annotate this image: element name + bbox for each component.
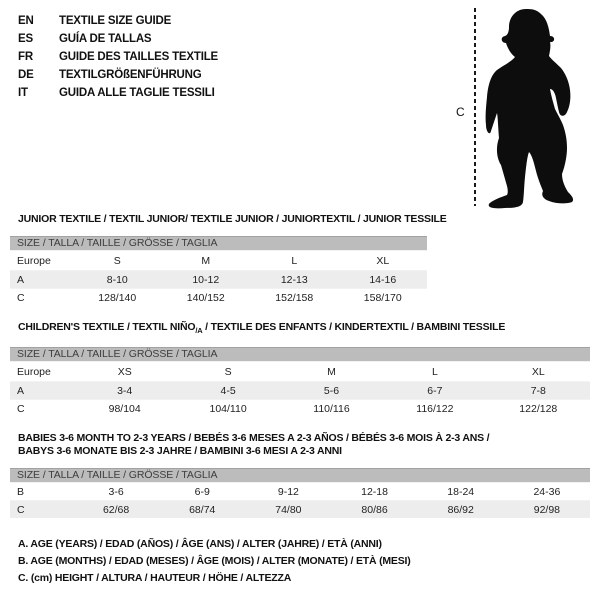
language-row-fr	[18, 48, 218, 66]
table-cell: 128/140	[98, 291, 137, 304]
size-header-bar: SIZE / TALLA / TAILLE / GRÖSSE / TAGLIA	[10, 347, 590, 361]
table-row	[10, 362, 590, 382]
section-junior-textile	[10, 213, 592, 306]
table-cell: 92/98	[533, 503, 561, 516]
size-guide-sections	[10, 213, 592, 518]
table-cell: XS	[117, 365, 132, 378]
heading-text: JUNIOR TEXTILE / TEXTIL JUNIOR/ TEXTILE JUNIOR / JUNIORTEXTIL / JUNIOR TESSILE	[18, 213, 447, 225]
heading-text: / TEXTILE DES ENFANTS / KINDERTEXTIL / BAMBINI TESSILE	[202, 321, 506, 333]
size-header-bar: SIZE / TALLA / TAILLE / GRÖSSE / TAGLIA	[10, 468, 590, 482]
table-row	[10, 400, 590, 418]
language-code: ES	[18, 33, 33, 45]
table-cell: 68/74	[189, 503, 216, 516]
table-cell: 4-5	[220, 384, 236, 397]
table-cell: S	[113, 254, 121, 267]
table-cell: 7-8	[530, 384, 546, 397]
table-cell: 3-4	[117, 384, 133, 397]
table-cell: 3-6	[108, 485, 124, 498]
table-cell: 116/122	[416, 402, 454, 415]
language-title: GUÍA DE TALLAS	[59, 33, 152, 45]
language-title: TEXTILGRÖßENFÜHRUNG	[59, 69, 202, 81]
table-cell: XL	[531, 365, 545, 378]
table-cell: 12-13	[280, 273, 308, 286]
section-childrens-textile	[10, 321, 592, 417]
table-cell: S	[224, 365, 232, 378]
table-cell: 6-7	[427, 384, 443, 397]
table-cell: 62/68	[102, 503, 130, 516]
height-measure-dashed-line	[474, 8, 476, 206]
table-cell: XL	[376, 254, 390, 267]
section-babies-textile	[10, 432, 592, 518]
footnote-c: C. (cm) HEIGHT / ALTURA / HAUTEUR / HÖHE / ALTEZZA	[18, 572, 292, 584]
table-row	[10, 483, 590, 501]
row-label: C	[17, 291, 25, 304]
table-cell: 14-16	[369, 273, 397, 286]
language-title: GUIDE DES TAILLES TEXTILE	[59, 51, 218, 63]
table-cell: 158/170	[363, 291, 402, 304]
language-row-es	[18, 30, 218, 48]
table-cell: 5-6	[323, 384, 340, 397]
section-heading	[18, 432, 592, 445]
table-row	[10, 382, 590, 400]
row-label: Europe	[17, 365, 51, 378]
table-cell: 122/128	[519, 402, 558, 415]
language-code: FR	[18, 51, 33, 63]
row-label: C	[17, 402, 25, 415]
row-label: A	[17, 273, 25, 286]
row-label: C	[17, 503, 25, 516]
heading-text: CHILDREN'S TEXTILE / TEXTIL NIÑO	[18, 321, 196, 333]
language-title: TEXTILE SIZE GUIDE	[59, 15, 172, 27]
language-title-list	[18, 12, 218, 102]
table-row	[10, 289, 427, 307]
table-cell: 80/86	[361, 503, 388, 516]
language-row-it	[18, 84, 218, 102]
table-cell: 152/158	[275, 291, 314, 304]
size-table	[10, 482, 590, 518]
size-header-bar: SIZE / TALLA / TAILLE / GRÖSSE / TAGLIA	[10, 236, 427, 250]
table-cell: M	[327, 365, 336, 378]
section-heading	[18, 445, 592, 458]
table-cell: 98/104	[108, 402, 141, 415]
size-table	[10, 250, 427, 306]
table-cell: 8-10	[106, 273, 128, 286]
toddler-silhouette	[481, 5, 577, 209]
table-cell: M	[201, 254, 211, 267]
footnote-a: A. AGE (YEARS) / EDAD (AÑOS) / ÂGE (ANS) / ALTER (JAHRE) / ETÀ (ANNI)	[18, 538, 382, 550]
table-cell: 24-36	[533, 485, 561, 498]
section-heading	[18, 213, 592, 226]
table-cell: 140/152	[186, 291, 225, 304]
language-code: EN	[18, 15, 34, 27]
row-label: A	[17, 384, 25, 397]
table-cell: 9-12	[277, 485, 299, 498]
table-cell: L	[431, 365, 438, 378]
row-label: Europe	[17, 254, 51, 267]
table-row	[10, 501, 590, 519]
language-title: GUIDA ALLE TAGLIE TESSILI	[59, 87, 215, 99]
table-cell: 10-12	[192, 273, 220, 286]
language-row-de	[18, 66, 218, 84]
table-cell: 12-18	[361, 485, 388, 498]
table-cell: 104/110	[209, 402, 247, 415]
language-code: IT	[18, 87, 28, 99]
heading-text: BABIES 3-6 MONTH TO 2-3 YEARS / BEBÉS 3-6 MESES A 2-3 AÑOS / BÉBÉS 3-6 MOIS À 2-3 ANS /	[18, 432, 490, 445]
heading-text: BABYS 3-6 MONATE BIS 2-3 JAHRE / BAMBINI 3-6 MESI A 2-3 ANNI	[18, 445, 342, 458]
row-label: B	[17, 485, 25, 498]
table-cell: 6-9	[194, 485, 210, 498]
table-cell: 86/92	[447, 503, 474, 516]
table-row	[10, 251, 427, 271]
table-cell: L	[291, 254, 298, 267]
heading-subscript: /A	[195, 326, 203, 336]
table-cell: 74/80	[275, 503, 302, 516]
size-table	[10, 361, 590, 417]
footnotes	[18, 536, 411, 587]
height-measure-label: C	[456, 105, 465, 119]
language-row-en	[18, 12, 218, 30]
footnote-b: B. AGE (MONTHS) / EDAD (MESES) / ÂGE (MOIS) / ALTER (MONATE) / ETÀ (MESI)	[18, 555, 411, 567]
table-row	[10, 271, 427, 289]
language-code: DE	[18, 69, 34, 81]
section-heading	[18, 321, 592, 337]
table-cell: 18-24	[447, 485, 475, 498]
table-cell: 110/116	[313, 402, 350, 415]
